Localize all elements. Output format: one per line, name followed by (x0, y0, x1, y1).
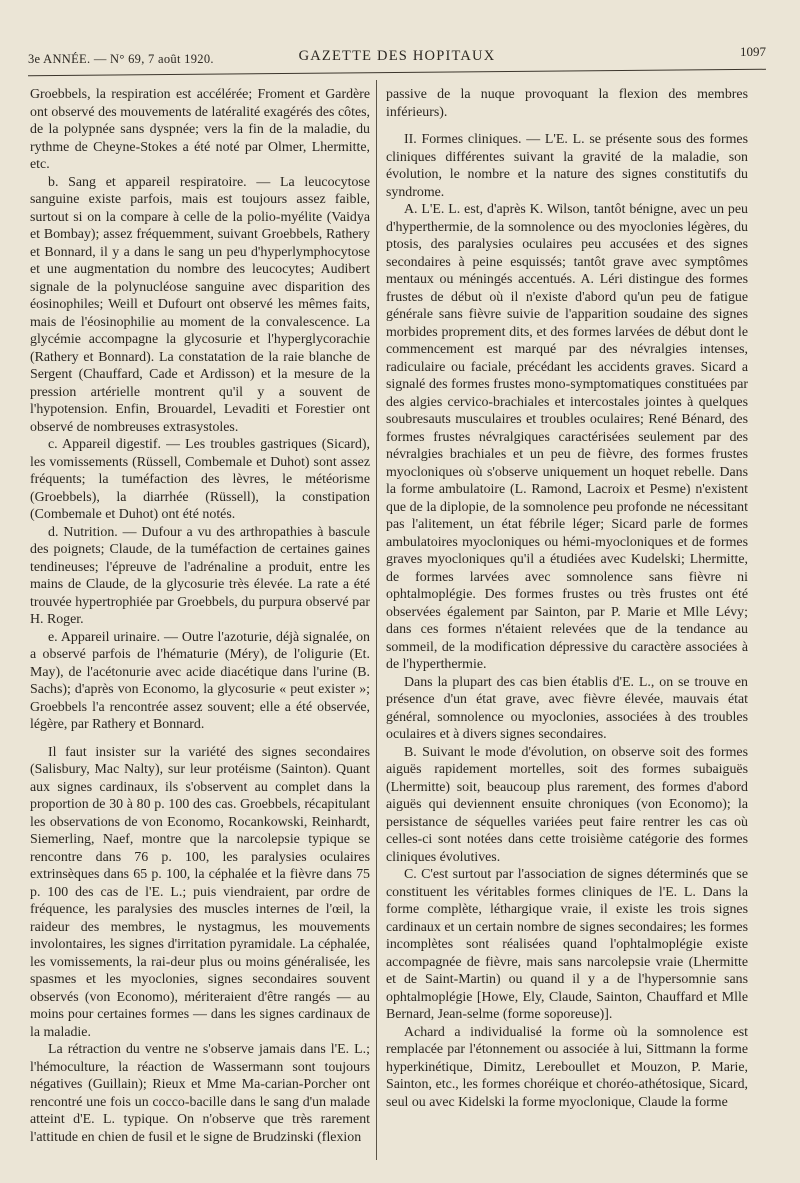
paragraph: Achard a individualisé la forme où la somnolence est remplacée par l'étonnement ou associée à lui, Sittmann la forme hyperkinétique, Dimitz, Lereboullet et Mouzon, P. Marie, Sainton, etc., les formes choréique et choréo-athétosique, Sicard, seul ou avec Kidelski la forme myoclonique, Claude la forme (386, 1024, 748, 1110)
paragraph: Il faut insister sur la variété des signes secondaires (Salisbury, Mac Nalty), sur leur protéisme (Sainton). Quant aux signes cardinaux, ils s'observent au complet dans la proportion de 30 à 80 p. 100 des cas. Groebbels, récapitulant les observations de von Economo, Rocankowski, Reinhardt, Siemerling, Naef, montre que la narcolepsie typique se rencontre dans 76 p. 100, les paralysies oculaires extrinsèques dans 65 p. 100, la céphalée et la fièvre dans 75 p. 100 des cas de l'E. L.; puis viendraient, par ordre de fréquence, les paralysies des muscles internes de l'œil, la raideur des membres, le nystagmus, les mouvements involontaires, les signes d'irritation pyramidale. La céphalée, les vomissements, la rai-deur plus ou moins généralisée, les spasmes et les myoclonies, signes secondaires souvent observés (von Economo), mériteraient d'être rangés — au moins pour certaines formes — dans les signes cardinaux de la maladie. (30, 744, 370, 1040)
right-column (386, 86, 748, 1111)
paragraph: c. Appareil digestif. — Les troubles gastriques (Sicard), les vomissements (Rüssell, Combemale et Duhot) sont assez fréquents; la tuméfaction des lèvres, le météorisme (Groebbels), la diarrhée (Rüssell), la constipation (Combemale et Duhot) ont été notés. (30, 437, 370, 522)
paragraph: b. Sang et appareil respiratoire. — La leucocytose sanguine existe parfois, mais est toujours assez faible, surtout si on la compare à celle de la polio-myélite (Vaidya et Bombay); assez fréquemment, suivant Groebbels, Rathery et Bonnard, il y a dans le sang un peu d'hyperlymphocytose et une augmentation du nombre des leucocytes; Audibert signale de la polynucléose sanguine avec disparition des éosinophiles; Weill et Dufourt ont observé les mêmes faits, mais de l'éosinophilie au moment de la convalescence. La glycémie accompagne la glycosurie et l'hyperglycorachie (Rathery et Bonnard). La constatation de la raie blanche de Sergent (Chauffard, Cade et Ardisson) et la mesure de la pression artérielle montrent qu'il y a souvent de l'hypotension. Enfin, Brouardel, Levaditi et Forestier ont observé de nombreuses extrasystoles. (30, 174, 370, 435)
paragraph: Groebbels, la respiration est accélérée; Froment et Gardère ont observé des mouvements de latéralité exagérés des côtes, de la polypnée sans dyspnée; vers la fin de la maladie, du rythme de Cheyne-Stokes a été noté par Olmer, Lhermitte, etc. (30, 87, 370, 172)
issue-info: 3e ANNÉE. — N° 69, 7 août 1920. (28, 52, 214, 66)
paragraph: Dans la plupart des cas bien établis d'E. L., on se trouve en présence d'un état grave, avec fièvre élevée, mauvais état général, somnolence ou myoclonies, associées à des troubles oculaires et à divers signes secondaires. (386, 674, 748, 742)
paragraph: e. Appareil urinaire. — Outre l'azoturie, déjà signalée, on a observé parfois de l'hématurie (Méry), de l'oligurie (Et. May), de l'acétonurie avec acide diacétique dans l'urine (B. Sachs); d'après von Economo, la glycosurie « peut exister »; Groebbels l'a rencontrée assez souvent; elle a été observée, légère, par Rathery et Bonnard. (30, 629, 370, 732)
paragraph: B. Suivant le mode d'évolution, on observe soit des formes aiguës rapidement mortelles, soit des formes subaiguës (Lhermitte) soit, beaucoup plus rarement, des formes d'abord aiguës qui deviennent ensuite chroniques (von Economo); la persistance de séquelles variées peut faire rentrer les cas où celles-ci sont notées dans cette troisième catégorie des formes cliniques évolutives. (386, 744, 748, 865)
left-column (30, 86, 370, 1146)
paragraph: passive de la nuque provoquant la flexion des membres inférieurs). (386, 87, 748, 120)
journal-title: GAZETTE DES HOPITAUX (298, 48, 496, 64)
section-heading-paragraph: II. Formes cliniques. — L'E. L. se présente sous des formes cliniques différentes suivant la gravité de la maladie, son évolution, le nombre et la nature des signes constitutifs du syndrome. (386, 132, 748, 200)
page-header (28, 38, 766, 64)
paragraph: d. Nutrition. — Dufour a vu des arthropathies à bascule des poignets; Claude, de la tuméfaction de certaines gaines tendineuses; l'épreuve de l'adrénaline a produit, entre les mains de Claude, de la glycosurie très élevée. La rate a été trouvée hypertrophiée par Groebbels, du purpura observé par H. Roger. (30, 524, 370, 627)
paragraph: La rétraction du ventre ne s'observe jamais dans l'E. L.; l'hémoculture, la réaction de Wassermann sont toujours négatives (Guillain); Rieux et Mme Ma-carian-Porcher ont rencontré une fois un cocco-bacille dans le sang d'un malade atteint d'E. L. typique. On n'observe que très rarement l'attitude en chien de fusil et le signe de Brudzinski (flexion (30, 1042, 370, 1145)
paragraph: C. C'est surtout par l'association de signes déterminés que se constituent les véritables formes cliniques de l'E. L. Dans la forme complète, léthargique vraie, il existe les trois signes cardinaux et un certain nombre de signes secondaires; les formes incomplètes sont réalisées quand l'ophtalmoplégie existe accompagnée de fièvre, mais sans narcolepsie vraie (Lhermitte et de Saint-Martin) ou quand il y a de l'hypersomnie sans ophtalmoplégie [Howe, Ely, Claude, Sainton, Chauffard et Mlle Bernard, Jean-selme (forme soporeuse)]. (386, 867, 748, 1022)
paragraph: A. L'E. L. est, d'après K. Wilson, tantôt bénigne, avec un peu d'hyperthermie, de la somnolence ou des myoclonies légères, du ptosis, des paralysies oculaires peu accusées et des signes secondaires à peine esquissés; tantôt grave avec symptômes mentaux ou méningés accentués. A. Léri distingue des formes frustes de début où il n'existe d'abord qu'un peu de fatigue générale sans fièvre suivie de l'apparition soudaine des signes morbides proprement dits, et des formes larvées de début dont le commencement est marqué par des névralgies intenses, radiculaire ou faciale, précédant les accidents graves. Sicard a signalé des formes frustes mono-symptomatiques constituées par des algies cervico-brachiales et intercostales jointes à quelques soubresauts musculaires et troubles oculaires; René Bénard, des formes frustes névralgiques caractérisées seulement par des névralgies brachiales et un peu de fièvre, des formes frustes myocloniques où s'observe uniquement un hoquet rebelle. Dans la forme ambulatoire (L. Ramond, Lacroix et Pesme) n'existent que de la diplopie, de la somnolence peu profonde ne nécessitant pas l'alitement, un état fébrile léger; Sicard parle de formes ambulatoires myocloniques ou hémi-myocloniques et de formes graves myocloniques qu'il a étudiées avec Kudelski; Lhermitte, de formes larvées avec somnolence sans fièvre ni ophtalmoplégie. Des formes frustes ou très frustes ont été observées également par Sainton, par P. Marie et Mlle Lévy; dans ces formes n'étaient relevées que de la tendance au sommeil, de la modification dépressive du caractère associées à de l'hyperthermie. (386, 202, 748, 672)
page-number: 1097 (740, 44, 766, 59)
header-rule (28, 69, 766, 76)
column-divider (376, 80, 377, 1160)
